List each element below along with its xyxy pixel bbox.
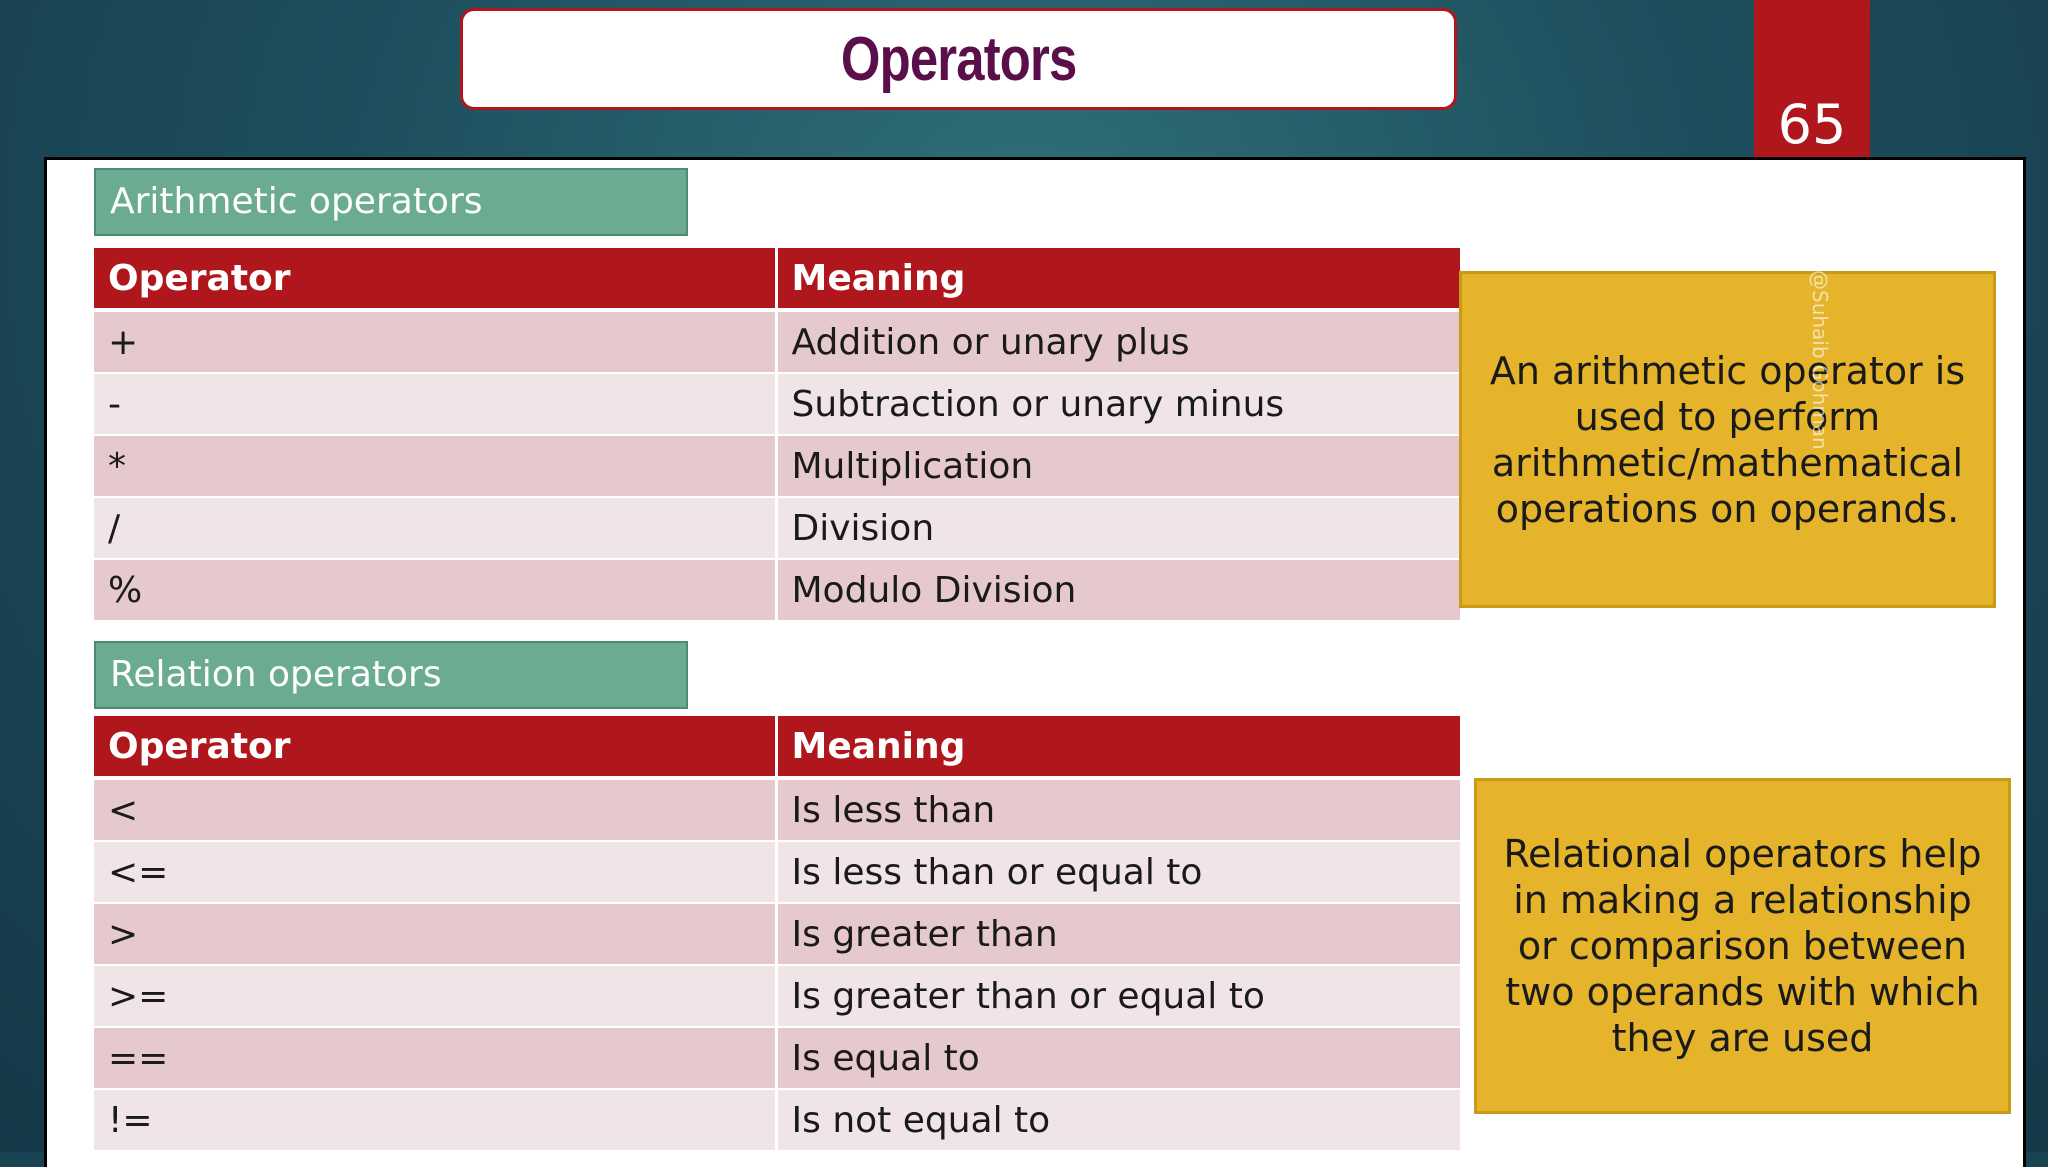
operator-cell: %	[94, 559, 776, 621]
table-row	[94, 1089, 1460, 1151]
table-header-row	[94, 716, 1460, 778]
column-header-operator: Operator	[94, 248, 776, 310]
table-row	[94, 559, 1460, 621]
table-row	[94, 310, 1460, 373]
relational-note-text: Relational operators help in making a relationship or comparison between two operands with which they are used	[1503, 832, 1982, 1060]
relational-table	[94, 716, 1460, 1152]
operator-cell: *	[94, 435, 776, 497]
table-row	[94, 497, 1460, 559]
column-header-meaning: Meaning	[776, 248, 1460, 310]
table-row	[94, 435, 1460, 497]
meaning-cell: Subtraction or unary minus	[776, 373, 1460, 435]
column-header-operator: Operator	[94, 716, 776, 778]
operator-cell: >=	[94, 965, 776, 1027]
table-row	[94, 903, 1460, 965]
meaning-cell: Is equal to	[776, 1027, 1460, 1089]
table-row	[94, 373, 1460, 435]
arithmetic-note-text: An arithmetic operator is used to perform arithmetic/mathematical operations on operands.	[1489, 348, 1966, 531]
operator-cell: -	[94, 373, 776, 435]
table-row	[94, 778, 1460, 841]
meaning-cell: Is less than	[776, 778, 1460, 841]
slide-title-box	[460, 8, 1457, 110]
watermark-text: @Suhaib Gohman	[1808, 270, 1832, 450]
operator-cell: +	[94, 310, 776, 373]
table-row	[94, 965, 1460, 1027]
operator-cell: <	[94, 778, 776, 841]
page-number: 65	[1777, 93, 1847, 156]
operator-cell: !=	[94, 1089, 776, 1151]
meaning-cell: Multiplication	[776, 435, 1460, 497]
meaning-cell: Modulo Division	[776, 559, 1460, 621]
meaning-cell: Is not equal to	[776, 1089, 1460, 1151]
relational-section-label: Relation operators	[94, 641, 688, 709]
table-row	[94, 841, 1460, 903]
arithmetic-section-label: Arithmetic operators	[94, 168, 688, 236]
table-row	[94, 1027, 1460, 1089]
meaning-cell: Division	[776, 497, 1460, 559]
arithmetic-table	[94, 248, 1460, 622]
meaning-cell: Is greater than or equal to	[776, 965, 1460, 1027]
meaning-cell: Is less than or equal to	[776, 841, 1460, 903]
table-header-row	[94, 248, 1460, 310]
meaning-cell: Is greater than	[776, 903, 1460, 965]
arithmetic-note-box	[1459, 271, 1996, 608]
operator-cell: <=	[94, 841, 776, 903]
relational-note-box	[1474, 778, 2011, 1114]
meaning-cell: Addition or unary plus	[776, 310, 1460, 373]
operator-cell: >	[94, 903, 776, 965]
operator-cell: /	[94, 497, 776, 559]
slide-title: Operators	[840, 24, 1077, 94]
column-header-meaning: Meaning	[776, 716, 1460, 778]
operator-cell: ==	[94, 1027, 776, 1089]
